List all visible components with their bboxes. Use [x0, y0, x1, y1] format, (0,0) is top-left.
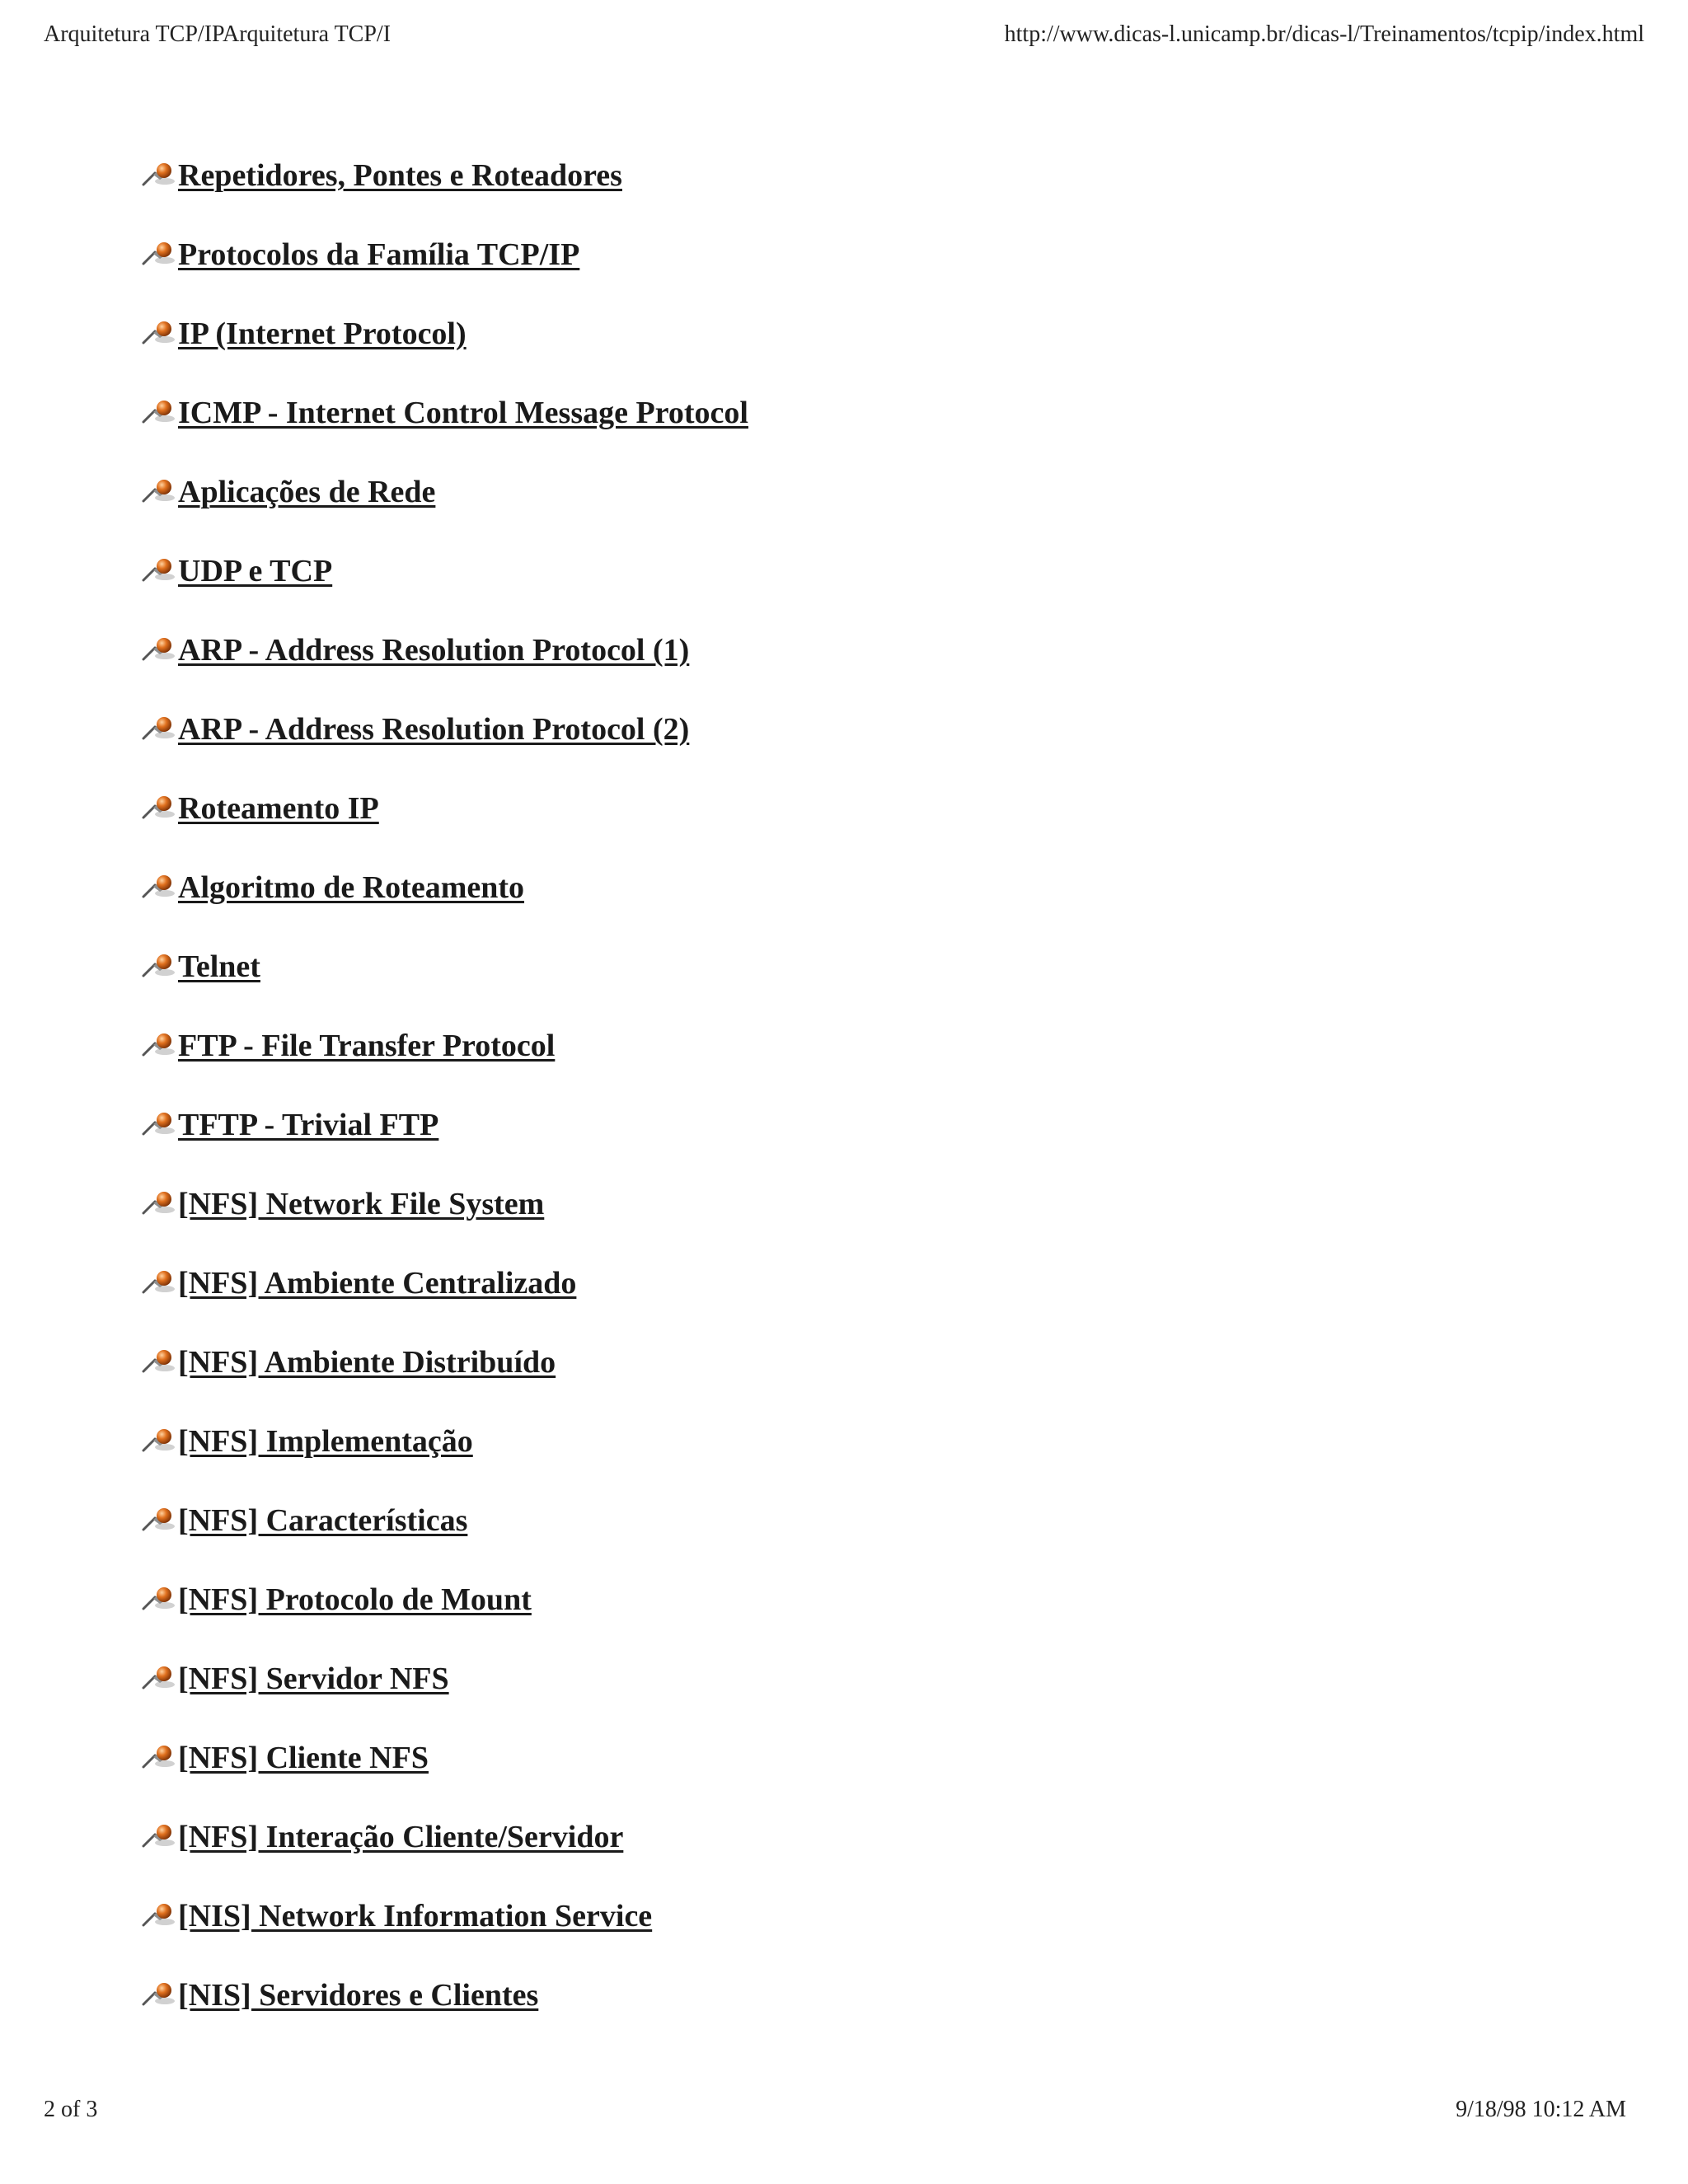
list-item: [142, 315, 748, 394]
list-item: [142, 790, 748, 869]
topic-link[interactable]: [NIS] Servidores e Clientes: [178, 1978, 539, 2013]
page-number: 2 of 3: [44, 2097, 98, 2122]
pushpin-icon: [142, 794, 176, 821]
list-item: [142, 1976, 748, 2055]
pushpin-icon: [142, 1981, 176, 2008]
list-item: [142, 236, 748, 315]
list-item: [142, 1027, 748, 1106]
list-item: [142, 473, 748, 552]
pushpin-icon: [142, 1190, 176, 1216]
topic-link[interactable]: [NFS] Servidor NFS: [178, 1661, 449, 1696]
pushpin-icon: [142, 1507, 176, 1533]
topic-link[interactable]: IP (Internet Protocol): [178, 316, 467, 351]
topic-link[interactable]: [NFS] Ambiente Distribuído: [178, 1345, 556, 1380]
list-item: [142, 1422, 748, 1502]
topic-link[interactable]: ICMP - Internet Control Message Protocol: [178, 396, 748, 430]
pushpin-icon: [142, 1823, 176, 1849]
list-item: [142, 869, 748, 948]
pushpin-icon: [142, 1902, 176, 1929]
print-footer: [44, 2093, 1626, 2126]
list-item: [142, 1581, 748, 1660]
list-item: [142, 1343, 748, 1422]
pushpin-icon: [142, 1269, 176, 1296]
topic-link-list: [142, 157, 748, 2055]
pushpin-icon: [142, 320, 176, 346]
list-item: [142, 157, 748, 236]
topic-link[interactable]: ARP - Address Resolution Protocol (1): [178, 633, 690, 668]
pushpin-icon: [142, 1665, 176, 1691]
list-item: [142, 1185, 748, 1264]
pushpin-icon: [142, 557, 176, 583]
pushpin-icon: [142, 162, 176, 188]
pushpin-icon: [142, 1348, 176, 1375]
topic-link[interactable]: Algoritmo de Roteamento: [178, 870, 525, 905]
pushpin-icon: [142, 715, 176, 742]
pushpin-icon: [142, 399, 176, 425]
list-item: [142, 1818, 748, 1897]
topic-link[interactable]: [NFS] Cliente NFS: [178, 1741, 429, 1775]
pushpin-icon: [142, 478, 176, 504]
page-url: http://www.dicas-l.unicamp.br/dicas-l/Treinamentos/tcpip/index.html: [1004, 21, 1644, 47]
page-title: Arquitetura TCP/IPArquitetura TCP/I: [44, 21, 392, 47]
pushpin-icon: [142, 636, 176, 663]
topic-link[interactable]: Roteamento IP: [178, 791, 379, 826]
topic-link[interactable]: UDP e TCP: [178, 554, 333, 588]
topic-link[interactable]: Repetidores, Pontes e Roteadores: [178, 158, 622, 193]
pushpin-icon: [142, 953, 176, 979]
topic-link[interactable]: Protocolos da Família TCP/IP: [178, 237, 580, 272]
topic-link[interactable]: TFTP - Trivial FTP: [178, 1108, 439, 1142]
list-item: [142, 631, 748, 710]
topic-link[interactable]: Telnet: [178, 949, 260, 984]
list-item: [142, 1264, 748, 1343]
topic-link[interactable]: Aplicações de Rede: [178, 475, 436, 509]
topic-link[interactable]: [NFS] Interação Cliente/Servidor: [178, 1820, 624, 1854]
list-item: [142, 1660, 748, 1739]
pushpin-icon: [142, 1032, 176, 1058]
print-datetime: 9/18/98 10:12 AM: [1456, 2097, 1626, 2122]
list-item: [142, 552, 748, 631]
topic-link[interactable]: [NFS] Características: [178, 1503, 468, 1538]
topic-link[interactable]: [NFS] Protocolo de Mount: [178, 1582, 532, 1617]
topic-link[interactable]: ARP - Address Resolution Protocol (2): [178, 712, 690, 747]
topic-link[interactable]: [NFS] Implementação: [178, 1424, 473, 1459]
topic-link[interactable]: FTP - File Transfer Protocol: [178, 1029, 556, 1063]
list-item: [142, 1502, 748, 1581]
topic-link[interactable]: [NFS] Network File System: [178, 1187, 545, 1221]
list-item: [142, 710, 748, 790]
pushpin-icon: [142, 1427, 176, 1454]
list-item: [142, 1897, 748, 1976]
topic-link[interactable]: [NFS] Ambiente Centralizado: [178, 1266, 577, 1301]
topic-link[interactable]: [NIS] Network Information Service: [178, 1899, 653, 1933]
list-item: [142, 1739, 748, 1818]
pushpin-icon: [142, 1586, 176, 1612]
list-item: [142, 1106, 748, 1185]
pushpin-icon: [142, 241, 176, 267]
print-header: [44, 18, 1644, 51]
list-item: [142, 394, 748, 473]
pushpin-icon: [142, 874, 176, 900]
pushpin-icon: [142, 1744, 176, 1770]
list-item: [142, 948, 748, 1027]
pushpin-icon: [142, 1111, 176, 1137]
